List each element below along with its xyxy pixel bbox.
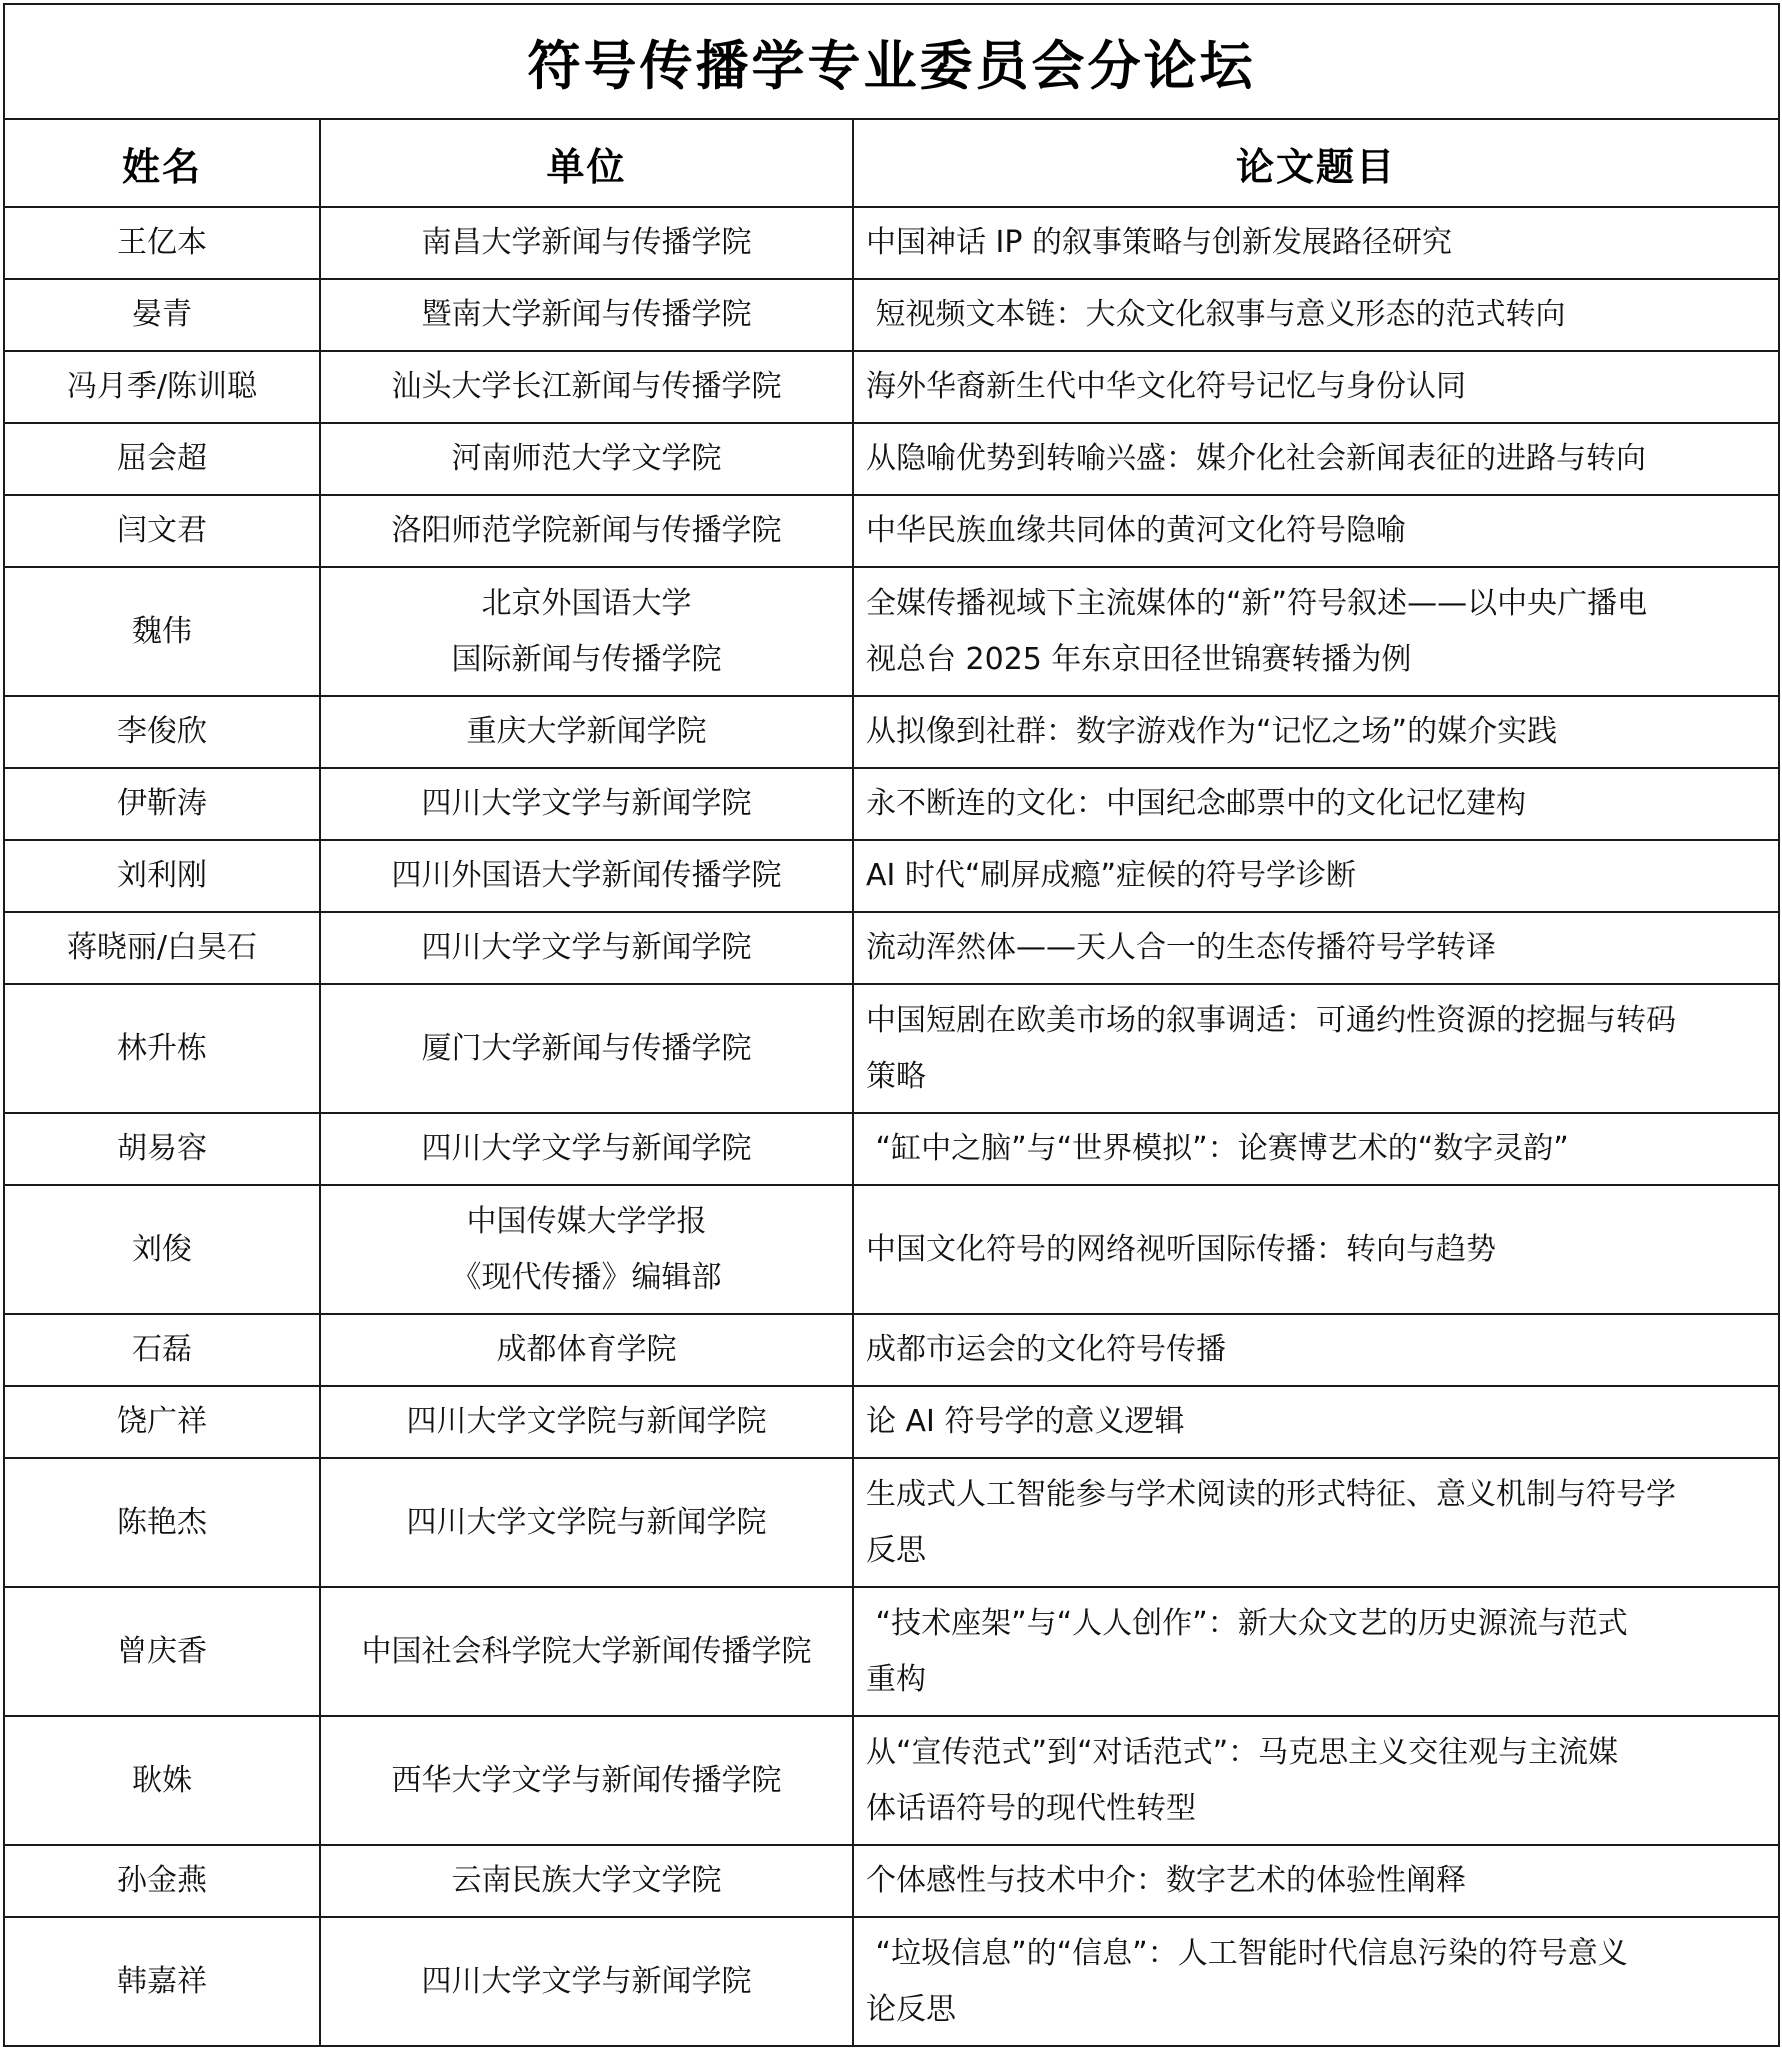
affiliation-line: 中国传媒大学学报 xyxy=(466,1203,707,1239)
author-name-cell: 冯月季/陈训聪 xyxy=(4,351,320,423)
paper-title-line: 中国神话 IP 的叙事策略与创新发展路径研究 xyxy=(866,225,1453,260)
column-header-paper: 论文题目 xyxy=(853,119,1779,207)
author-name-cell: 孙金燕 xyxy=(4,1845,320,1917)
paper-title-line: “技术座架”与“人人创作”：新大众文艺的历史源流与范式 xyxy=(866,1605,1628,1641)
affiliation-line: 四川大学文学与新闻学院 xyxy=(421,1963,752,1999)
affiliation-line: 暨南大学新闻与传播学院 xyxy=(421,297,752,332)
author-name-cell: 蒋晓丽/白昊石 xyxy=(4,912,320,984)
table-row xyxy=(4,1458,1779,1587)
paper-title-cell xyxy=(853,1587,1779,1716)
author-name-cell: 石磊 xyxy=(4,1314,320,1386)
affiliation-line: 云南民族大学文学院 xyxy=(451,1863,722,1898)
paper-title-line: 生成式人工智能参与学术阅读的形式特征、意义机制与符号学 xyxy=(866,1476,1676,1512)
author-name-cell: 伊靳涛 xyxy=(4,768,320,840)
author-name-cell: 曾庆香 xyxy=(4,1587,320,1716)
author-name-cell: 林升栋 xyxy=(4,984,320,1113)
affiliation-cell xyxy=(320,351,853,423)
affiliation-cell xyxy=(320,423,853,495)
affiliation-cell xyxy=(320,1185,853,1314)
table-row xyxy=(4,495,1779,567)
paper-title-cell xyxy=(853,1716,1779,1845)
author-name-cell: 陈艳杰 xyxy=(4,1458,320,1587)
paper-title-cell xyxy=(853,1917,1779,2046)
affiliation-cell xyxy=(320,1113,853,1185)
affiliation-line: 厦门大学新闻与传播学院 xyxy=(421,1030,752,1066)
paper-title-cell xyxy=(853,912,1779,984)
affiliation-cell xyxy=(320,984,853,1113)
paper-title-line: “缸中之脑”与“世界模拟”：论赛博艺术的“数字灵韵” xyxy=(866,1131,1569,1166)
affiliation-line: 四川大学文学与新闻学院 xyxy=(421,1131,752,1166)
paper-title-cell xyxy=(853,696,1779,768)
affiliation-cell xyxy=(320,1386,853,1458)
author-name-cell: 闫文君 xyxy=(4,495,320,567)
table-row xyxy=(4,768,1779,840)
affiliation-line: 四川外国语大学新闻传播学院 xyxy=(391,858,782,893)
affiliation-cell xyxy=(320,1716,853,1845)
paper-title-line: 个体感性与技术中介：数字艺术的体验性阐释 xyxy=(866,1863,1466,1898)
paper-title-line: 重构 xyxy=(866,1661,926,1697)
affiliation-cell xyxy=(320,1314,853,1386)
paper-title-line: “垃圾信息”的“信息”：人工智能时代信息污染的符号意义 xyxy=(866,1935,1628,1971)
paper-title-cell xyxy=(853,1845,1779,1917)
affiliation-line: 洛阳师范学院新闻与传播学院 xyxy=(391,513,782,548)
paper-title-line: 中华民族血缘共同体的黄河文化符号隐喻 xyxy=(866,513,1406,548)
author-name-cell: 魏伟 xyxy=(4,567,320,696)
paper-title-line: 全媒传播视域下主流媒体的“新”符号叙述——以中央广播电 xyxy=(866,585,1648,621)
paper-title-line: 从“宣传范式”到“对话范式”：马克思主义交往观与主流媒 xyxy=(866,1734,1619,1770)
paper-title-cell xyxy=(853,495,1779,567)
affiliation-line: 成都体育学院 xyxy=(496,1332,677,1367)
paper-title-line: 永不断连的文化：中国纪念邮票中的文化记忆建构 xyxy=(866,786,1526,821)
paper-title-cell xyxy=(853,351,1779,423)
table-row xyxy=(4,912,1779,984)
paper-title-cell xyxy=(853,207,1779,279)
author-name-cell: 李俊欣 xyxy=(4,696,320,768)
affiliation-line: 西华大学文学与新闻传播学院 xyxy=(391,1762,782,1798)
table-row xyxy=(4,567,1779,696)
paper-title-line: 反思 xyxy=(866,1532,926,1568)
paper-title-line: 从隐喻优势到转喻兴盛：媒介化社会新闻表征的进路与转向 xyxy=(866,441,1646,476)
affiliation-line: 汕头大学长江新闻与传播学院 xyxy=(391,369,782,404)
paper-title-cell xyxy=(853,768,1779,840)
paper-title-cell xyxy=(853,1458,1779,1587)
affiliation-line: 四川大学文学与新闻学院 xyxy=(421,930,752,965)
table-row xyxy=(4,840,1779,912)
table-row xyxy=(4,696,1779,768)
paper-title-line: 中国短剧在欧美市场的叙事调适：可通约性资源的挖掘与转码 xyxy=(866,1002,1676,1038)
affiliation-cell xyxy=(320,1845,853,1917)
author-name-cell: 韩嘉祥 xyxy=(4,1917,320,2046)
paper-title-line: 中国文化符号的网络视听国际传播：转向与趋势 xyxy=(866,1231,1496,1267)
affiliation-line: 《现代传播》编辑部 xyxy=(451,1259,722,1295)
paper-title-cell xyxy=(853,1113,1779,1185)
paper-title-cell xyxy=(853,1314,1779,1386)
paper-title-cell xyxy=(853,840,1779,912)
table-row xyxy=(4,984,1779,1113)
affiliation-cell xyxy=(320,1587,853,1716)
paper-title-line: AI 时代“刷屏成瘾”症候的符号学诊断 xyxy=(866,858,1356,893)
paper-title-line: 论 AI 符号学的意义逻辑 xyxy=(866,1404,1185,1439)
paper-title-line: 海外华裔新生代中华文化符号记忆与身份认同 xyxy=(866,369,1466,404)
paper-title-line: 短视频文本链：大众文化叙事与意义形态的范式转向 xyxy=(866,297,1566,332)
table-row xyxy=(4,1845,1779,1917)
table-title: 符号传播学专业委员会分论坛 xyxy=(4,4,1779,119)
affiliation-line: 国际新闻与传播学院 xyxy=(451,641,722,677)
author-name-cell: 饶广祥 xyxy=(4,1386,320,1458)
table-row xyxy=(4,423,1779,495)
author-name-cell: 王亿本 xyxy=(4,207,320,279)
affiliation-line: 重庆大学新闻学院 xyxy=(466,714,707,749)
author-name-cell: 耿姝 xyxy=(4,1716,320,1845)
paper-title-line: 论反思 xyxy=(866,1991,956,2027)
paper-title-line: 视总台 2025 年东京田径世锦赛转播为例 xyxy=(866,641,1412,677)
affiliation-cell xyxy=(320,696,853,768)
paper-title-cell xyxy=(853,984,1779,1113)
table-row xyxy=(4,1185,1779,1314)
paper-title-cell xyxy=(853,1185,1779,1314)
affiliation-line: 南昌大学新闻与传播学院 xyxy=(421,225,752,260)
affiliation-cell xyxy=(320,1917,853,2046)
author-name-cell: 屈会超 xyxy=(4,423,320,495)
affiliation-line: 四川大学文学与新闻学院 xyxy=(421,786,752,821)
affiliation-cell xyxy=(320,840,853,912)
table-row xyxy=(4,1386,1779,1458)
column-header-name: 姓名 xyxy=(4,119,320,207)
affiliation-cell xyxy=(320,207,853,279)
table-row xyxy=(4,1314,1779,1386)
paper-title-cell xyxy=(853,279,1779,351)
affiliation-cell xyxy=(320,567,853,696)
author-name-cell: 刘俊 xyxy=(4,1185,320,1314)
author-name-cell: 刘利刚 xyxy=(4,840,320,912)
table-row xyxy=(4,1113,1779,1185)
table-row xyxy=(4,279,1779,351)
table-body xyxy=(4,207,1779,2046)
paper-title-line: 策略 xyxy=(866,1058,926,1094)
affiliation-line: 中国社会科学院大学新闻传播学院 xyxy=(361,1633,812,1669)
table-row xyxy=(4,1587,1779,1716)
author-name-cell: 胡易容 xyxy=(4,1113,320,1185)
forum-table xyxy=(3,3,1780,2047)
affiliation-cell xyxy=(320,1458,853,1587)
table-row xyxy=(4,207,1779,279)
paper-title-line: 体话语符号的现代性转型 xyxy=(866,1790,1196,1826)
title-row xyxy=(4,4,1779,119)
affiliation-cell xyxy=(320,912,853,984)
table-row xyxy=(4,1716,1779,1845)
column-header-unit: 单位 xyxy=(320,119,853,207)
paper-title-cell xyxy=(853,423,1779,495)
affiliation-line: 四川大学文学院与新闻学院 xyxy=(406,1504,767,1540)
table-row xyxy=(4,351,1779,423)
affiliation-line: 河南师范大学文学院 xyxy=(451,441,722,476)
paper-title-cell xyxy=(853,1386,1779,1458)
affiliation-line: 四川大学文学院与新闻学院 xyxy=(406,1404,767,1439)
header-row xyxy=(4,119,1779,207)
author-name-cell: 晏青 xyxy=(4,279,320,351)
paper-title-line: 从拟像到社群：数字游戏作为“记忆之场”的媒介实践 xyxy=(866,714,1558,749)
affiliation-cell xyxy=(320,768,853,840)
paper-title-line: 成都市运会的文化符号传播 xyxy=(866,1332,1226,1367)
paper-title-line: 流动浑然体——天人合一的生态传播符号学转译 xyxy=(866,930,1496,965)
affiliation-line: 北京外国语大学 xyxy=(481,585,692,621)
paper-title-cell xyxy=(853,567,1779,696)
affiliation-cell xyxy=(320,279,853,351)
table-row xyxy=(4,1917,1779,2046)
affiliation-cell xyxy=(320,495,853,567)
